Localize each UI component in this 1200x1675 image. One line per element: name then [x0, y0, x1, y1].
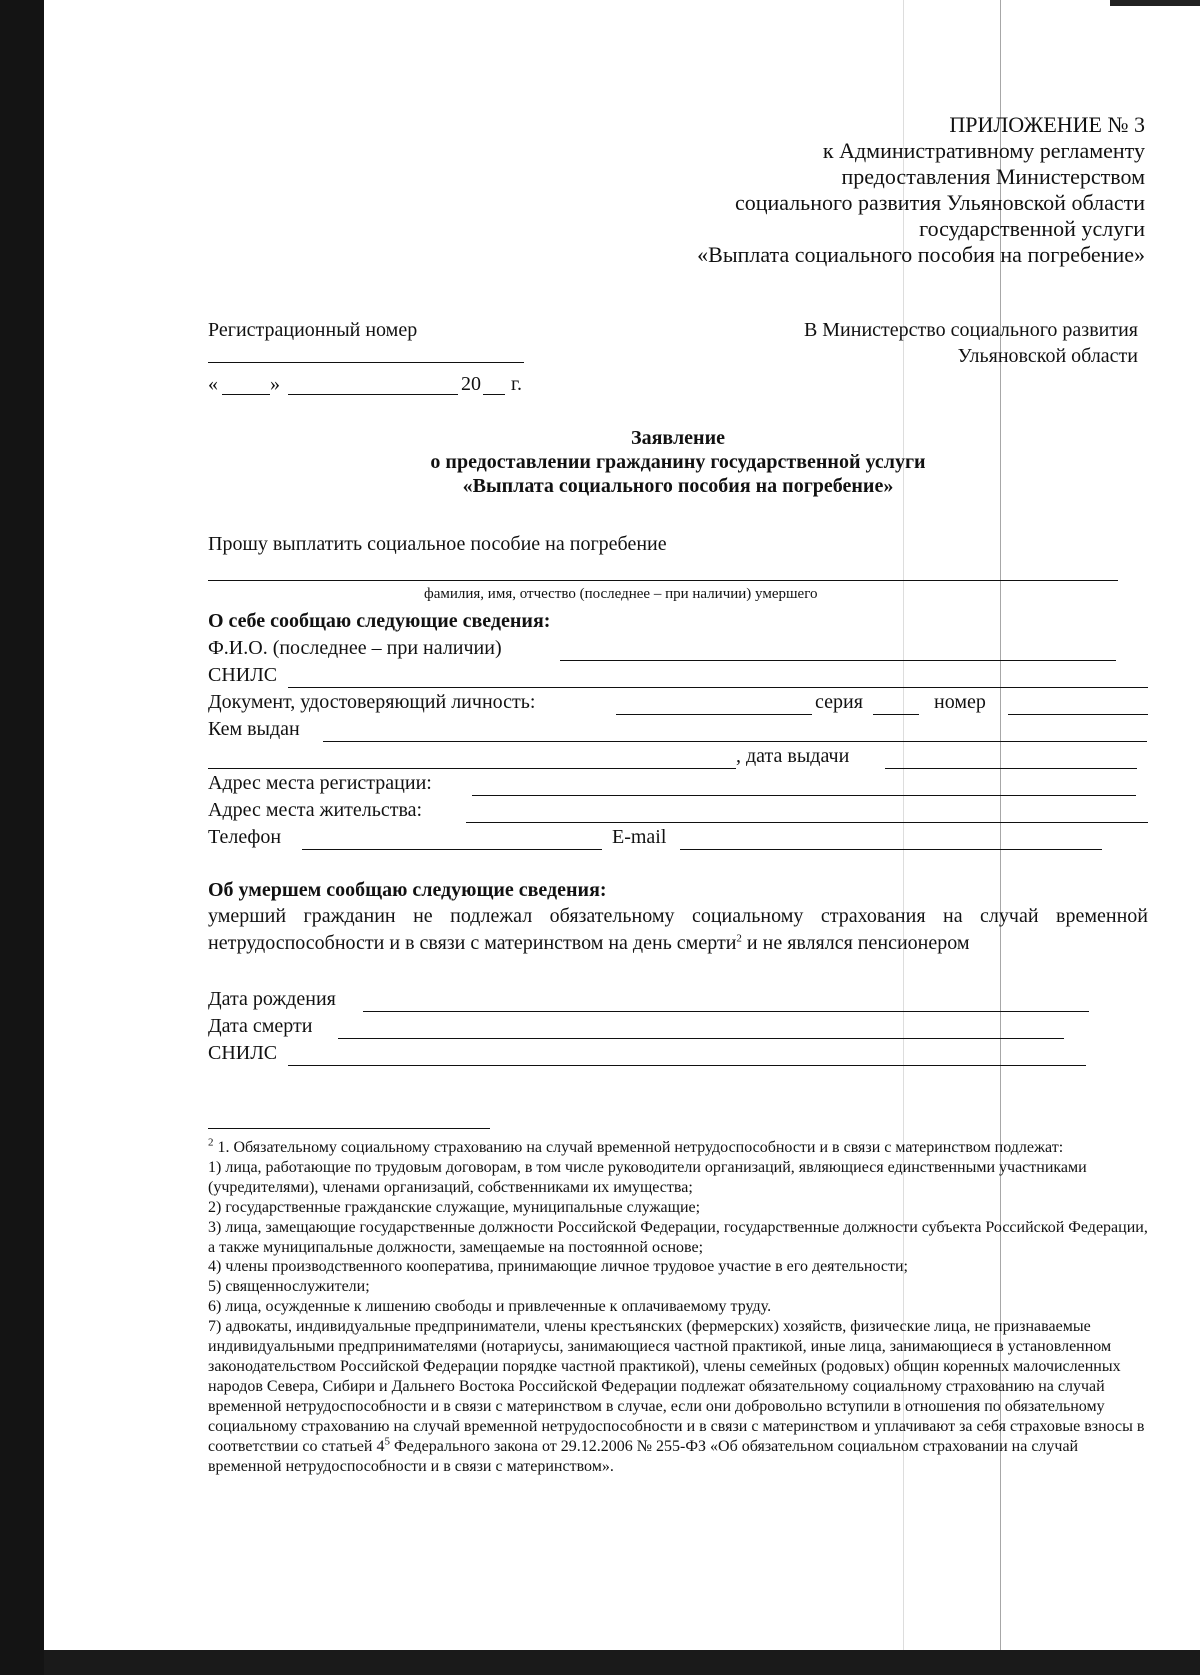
annex-block	[445, 112, 1145, 268]
registration-year-field[interactable]	[483, 394, 505, 395]
footnote-item: 6) лица, осужденные к лишению свободы и привлеченные к оплачиваемому труду.	[208, 1298, 772, 1316]
date-open-quote: «	[208, 373, 218, 395]
footnote-block	[208, 1138, 1148, 1476]
applicant-series-label: серия	[815, 691, 863, 713]
applicant-email-field[interactable]	[680, 849, 1102, 850]
document-heading	[208, 426, 1148, 498]
deceased-death-date-label: Дата смерти	[208, 1015, 313, 1037]
deceased-snils-label: СНИЛС	[208, 1042, 278, 1064]
applicant-live-address-label: Адрес места жительства:	[208, 799, 423, 821]
deceased-statement	[208, 903, 1148, 957]
applicant-number-label: номер	[934, 691, 986, 713]
applicant-issued-by-field-2[interactable]	[208, 768, 736, 769]
footnote-item: 5) священнослужители;	[208, 1278, 370, 1296]
footnote-item-7-text: 7) адвокаты, индивидуальные предприниматели, члены крестьянских (фермерских) хозяйств, физические лица, не признаваемые индивидуальными предпринимателями (нотариусы, занимающиеся частной практикой, иные лица, занимающиеся в установленном законодательством Российской Федерации порядке частной практикой), члены семейных (родовых) общин коренных малочисленных народов Севера, Сибири и Дальнего Востока Российской Федерации подлежат обязательному социальному страхованию на случай временной нетрудоспособности и в связи с материнством в случае, если они добровольно вступили в отношения по обязательному социальному страхованию на случай временной нетрудоспособности и в связи с материнством и уплачивают за себя страховые взносы в соответствии со статьей 4	[208, 1318, 1145, 1455]
heading-subtitle: «Выплата социального пособия на погребение»	[462, 475, 894, 497]
applicant-fio-label: Ф.И.О. (последнее – при наличии)	[208, 637, 502, 659]
footnote-item: 2) государственные гражданские служащие, муниципальные служащие;	[208, 1198, 701, 1216]
annex-line: государственной услуги	[919, 216, 1145, 241]
heading-subtitle: о предоставлении гражданину государственной услуги	[430, 451, 926, 473]
registration-label: Регистрационный номер	[208, 319, 418, 341]
footnote-marker: 2	[208, 1136, 214, 1149]
footnote-ref: 2	[736, 932, 742, 945]
applicant-heading: О себе сообщаю следующие сведения:	[208, 610, 551, 632]
annex-title: ПРИЛОЖЕНИЕ № 3	[949, 112, 1145, 137]
annex-line: предоставления Министерством	[841, 164, 1145, 189]
applicant-fio-field[interactable]	[560, 660, 1116, 661]
deceased-snils-field[interactable]	[288, 1065, 1086, 1066]
annex-line: социального развития Ульяновской области	[734, 190, 1145, 215]
applicant-series-field[interactable]	[873, 714, 919, 715]
scan-edge-top	[1110, 0, 1200, 6]
footnote-item: 3) лица, замещающие государственные должности Российской Федерации, государственные должности субъекта Российской Федерации, а также муниципальные должности, замещаемые на постоянной основе;	[208, 1218, 1148, 1256]
addressee-line: Ульяновской области	[957, 345, 1138, 367]
annex-line: к Административному регламенту	[822, 138, 1145, 163]
applicant-number-field[interactable]	[1008, 714, 1148, 715]
registration-day-field[interactable]	[222, 394, 270, 395]
deceased-death-date-field[interactable]	[338, 1038, 1064, 1039]
applicant-reg-address-label: Адрес места регистрации:	[208, 772, 432, 794]
footnote-item: 1) лица, работающие по трудовым договорам, в том числе руководители организаций, являющиеся единственными участниками (учредителями), членами организаций, собственниками их имущества;	[208, 1158, 1087, 1196]
applicant-reg-address-field[interactable]	[472, 795, 1136, 796]
applicant-email-label: E-mail	[612, 826, 667, 848]
footnote-item: 4) члены производственного кооператива, принимающие личное трудовое участие в его деятельности;	[208, 1258, 908, 1276]
date-close-quote: »	[270, 373, 280, 395]
deceased-statement-text-end: и не являлся пенсионером	[741, 932, 970, 954]
applicant-snils-field[interactable]	[288, 687, 1148, 688]
deceased-statement-text: умерший гражданин не подлежал обязательному социальному страхования на случай временной нетрудоспособности и в связи с материнством на день смерти	[208, 905, 1148, 954]
deceased-birth-date-label: Дата рождения	[208, 988, 336, 1010]
deceased-name-caption: фамилия, имя, отчество (последнее – при наличии) умершего	[424, 586, 818, 602]
registration-date	[208, 372, 218, 396]
annex-line: «Выплата социального пособия на погребение»	[697, 242, 1145, 267]
applicant-phone-field[interactable]	[302, 849, 602, 850]
request-text: Прошу выплатить социальное пособие на погребение	[208, 533, 667, 555]
heading-title: Заявление	[631, 427, 725, 449]
registration-month-field[interactable]	[288, 394, 458, 395]
applicant-phone-label: Телефон	[208, 826, 282, 848]
applicant-issued-by-label: Кем выдан	[208, 718, 300, 740]
registration-year-suffix: г.	[511, 373, 522, 395]
registration-year-prefix: 20	[461, 373, 481, 395]
applicant-document-type-field[interactable]	[616, 714, 812, 715]
addressee-line: В Министерство социального развития	[803, 319, 1138, 341]
footnote-intro	[208, 1138, 1148, 1158]
applicant-issue-date-label: , дата выдачи	[736, 745, 850, 767]
applicant-issued-by-field[interactable]	[323, 741, 1147, 742]
footnote-item-7-text-end: Федерального закона от 29.12.2006 № 255-ФЗ «Об обязательном социальном страховании на случай временной нетрудоспособности и в связи с материнством».	[208, 1437, 1079, 1475]
footnote-item-7	[208, 1317, 1148, 1476]
applicant-snils-label: СНИЛС	[208, 664, 278, 686]
deceased-heading: Об умершем сообщаю следующие сведения:	[208, 879, 607, 901]
footnote-separator	[208, 1128, 490, 1129]
deceased-birth-date-field[interactable]	[363, 1011, 1089, 1012]
footnote-item-7-sup: 5	[384, 1435, 390, 1448]
applicant-live-address-field[interactable]	[466, 822, 1148, 823]
addressee-block	[618, 318, 1138, 368]
scan-edge-bottom	[44, 1650, 1200, 1675]
footnote-intro-text: 1. Обязательному социальному страхованию на случай временной нетрудоспособности и в связи с материнством подлежат:	[213, 1139, 1064, 1156]
applicant-document-label: Документ, удостоверяющий личность:	[208, 691, 536, 713]
scan-edge-left	[0, 0, 44, 1675]
applicant-issue-date-field[interactable]	[885, 768, 1137, 769]
deceased-name-field[interactable]	[208, 580, 1118, 581]
registration-number-field[interactable]	[208, 362, 524, 363]
